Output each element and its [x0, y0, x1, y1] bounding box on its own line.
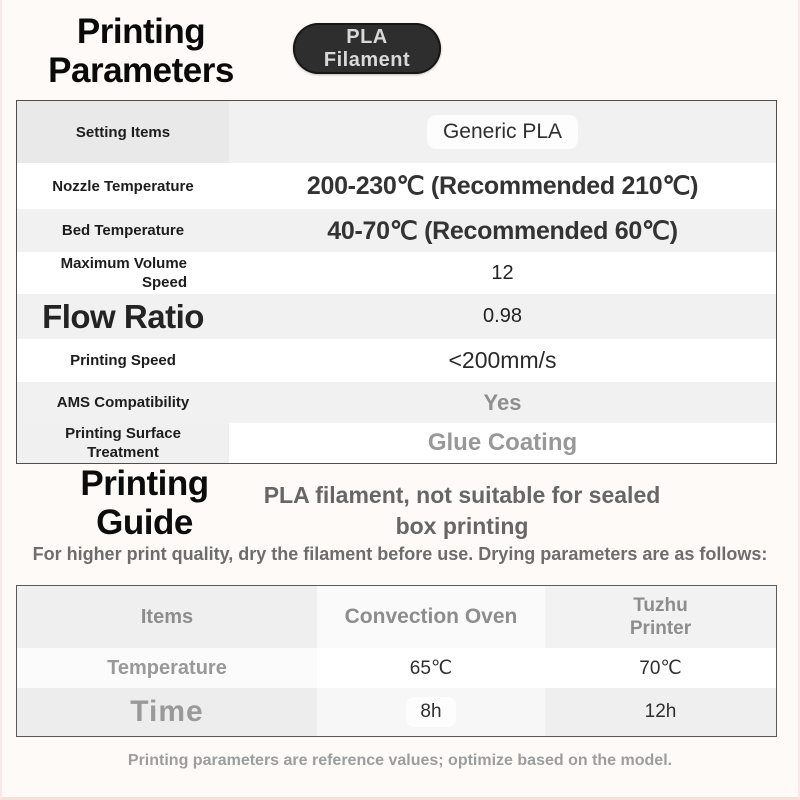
table-row: [17, 252, 776, 294]
guide-title: Printing Guide: [80, 464, 209, 542]
row-value: 200-230℃ (Recommended 210℃): [306, 172, 699, 200]
guide-note: For higher print quality, dry the filament before use. Drying parameters are as follows:: [32, 544, 768, 564]
table-row: [17, 294, 776, 339]
table-row: [17, 339, 776, 382]
row-value: Glue Coating: [427, 429, 578, 456]
table-row: [17, 648, 776, 688]
row-label: Flow Ratio: [42, 297, 204, 335]
table-row: [17, 423, 776, 463]
printer-time: 12h: [545, 688, 776, 736]
row-value: 0.98: [483, 305, 522, 327]
row-label: AMS Compatibility: [56, 394, 190, 411]
oven-temperature: 65℃: [409, 657, 453, 679]
badge-line2: Filament: [323, 48, 411, 71]
row-value: 40-70℃ (Recommended 60℃): [327, 216, 678, 245]
row-value: 12: [491, 261, 514, 284]
header-tuzhu-printer: Tuzhu Printer: [629, 595, 692, 639]
row-label: Maximum Volume Speed: [60, 255, 187, 291]
table-row: [17, 163, 776, 209]
printer-temperature: 70℃: [639, 657, 682, 679]
row-value: Yes: [483, 389, 522, 415]
row-value: Generic PLA: [427, 115, 578, 149]
printing-parameters-table: [16, 100, 777, 464]
table-row: [17, 209, 776, 252]
oven-time: 8h: [406, 697, 455, 727]
row-label: Setting Items: [75, 123, 171, 141]
row-label: Nozzle Temperature: [52, 177, 194, 195]
guide-subtitle: PLA filament, not suitable for sealed box printing: [263, 482, 661, 539]
header-items: Items: [17, 586, 317, 648]
row-label: Bed Temperature: [61, 222, 185, 239]
drying-parameters-table: [16, 585, 777, 737]
row-label: Time: [17, 688, 317, 736]
filament-type-badge: [293, 23, 441, 74]
page-title: Printing Parameters: [48, 12, 234, 90]
header-convection-oven: Convection Oven: [317, 586, 545, 648]
table-row: [17, 101, 776, 163]
row-label: Printing Surface Treatment: [65, 425, 181, 461]
table-row: [17, 382, 776, 423]
badge-line1: PLA: [346, 25, 388, 48]
table-header-row: [17, 586, 776, 648]
row-value: <200mm/s: [448, 347, 557, 373]
table-row: [17, 688, 776, 736]
row-label: Printing Speed: [70, 352, 176, 369]
row-label: Temperature: [17, 648, 317, 688]
footer-note: Printing parameters are reference values; optimize based on the model.: [127, 752, 673, 769]
